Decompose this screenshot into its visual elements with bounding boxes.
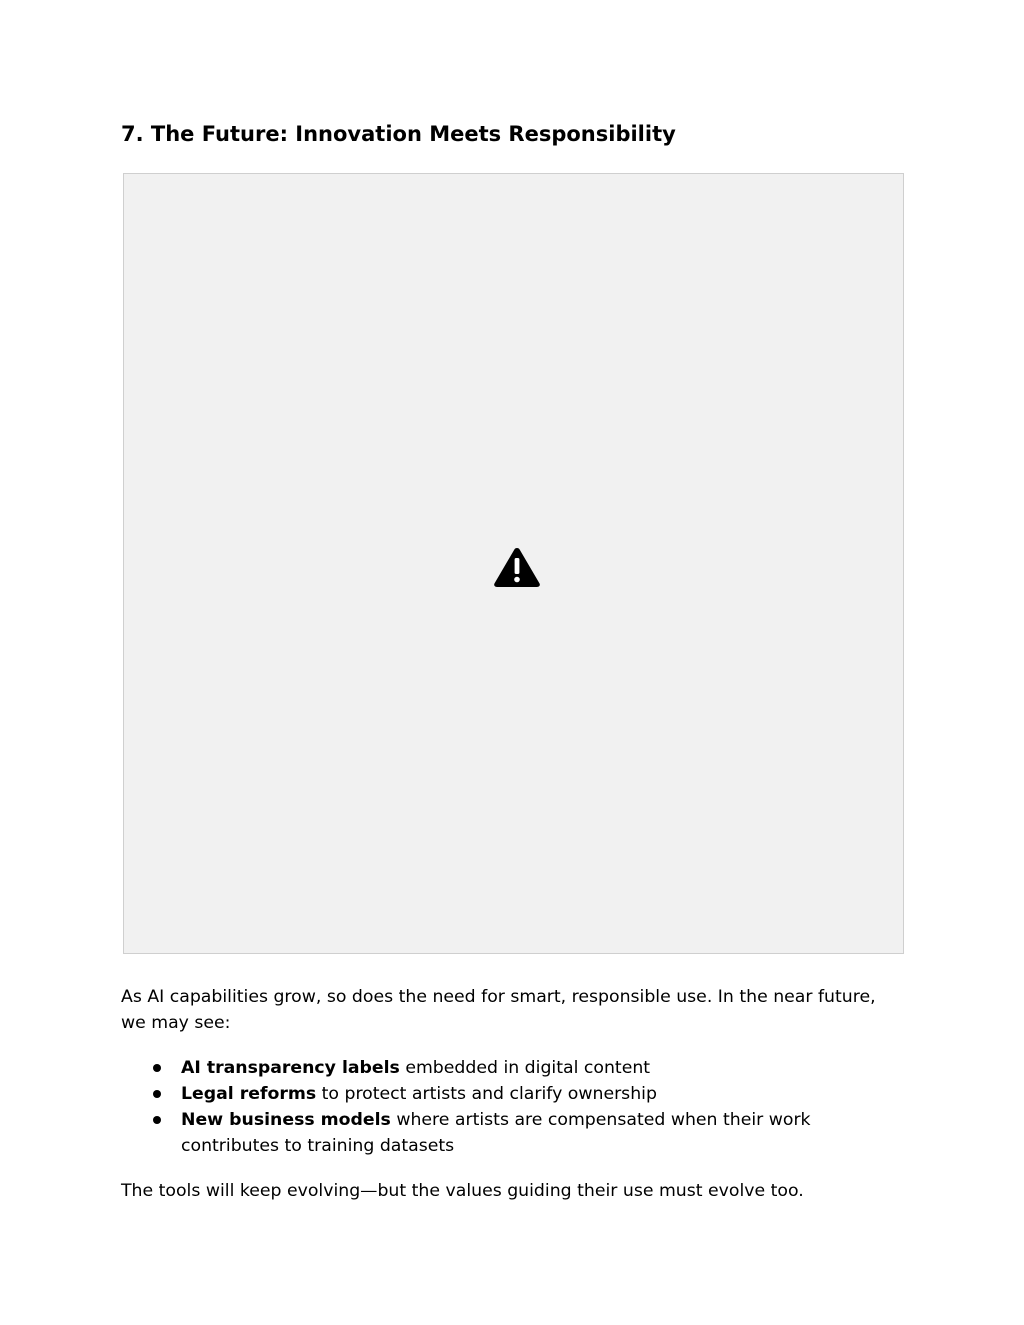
- list-item-text: where artists are compensated when their work contributes to training datasets: [181, 1110, 811, 1156]
- intro-paragraph: As AI capabilities grow, so does the need for smart, responsible use. In the near future, we may see:: [121, 987, 876, 1033]
- list-item-bold: Legal reforms: [181, 1084, 317, 1104]
- list-item-bold: AI transparency labels: [181, 1058, 400, 1078]
- closing-paragraph: The tools will keep evolving—but the values guiding their use must evolve too.: [121, 1181, 804, 1201]
- list-item: [121, 1081, 901, 1107]
- list-item-bold: New business models: [181, 1110, 391, 1130]
- list-item-text: embedded in digital content: [399, 1058, 651, 1078]
- broken-image-placeholder: [123, 173, 904, 954]
- future-list: [121, 1055, 901, 1159]
- section-heading: 7. The Future: Innovation Meets Responsibility: [121, 122, 676, 146]
- list-item-text: to protect artists and clarify ownership: [316, 1084, 657, 1104]
- warning-icon: [493, 546, 541, 588]
- list-item: [121, 1107, 901, 1159]
- list-item: [121, 1055, 901, 1081]
